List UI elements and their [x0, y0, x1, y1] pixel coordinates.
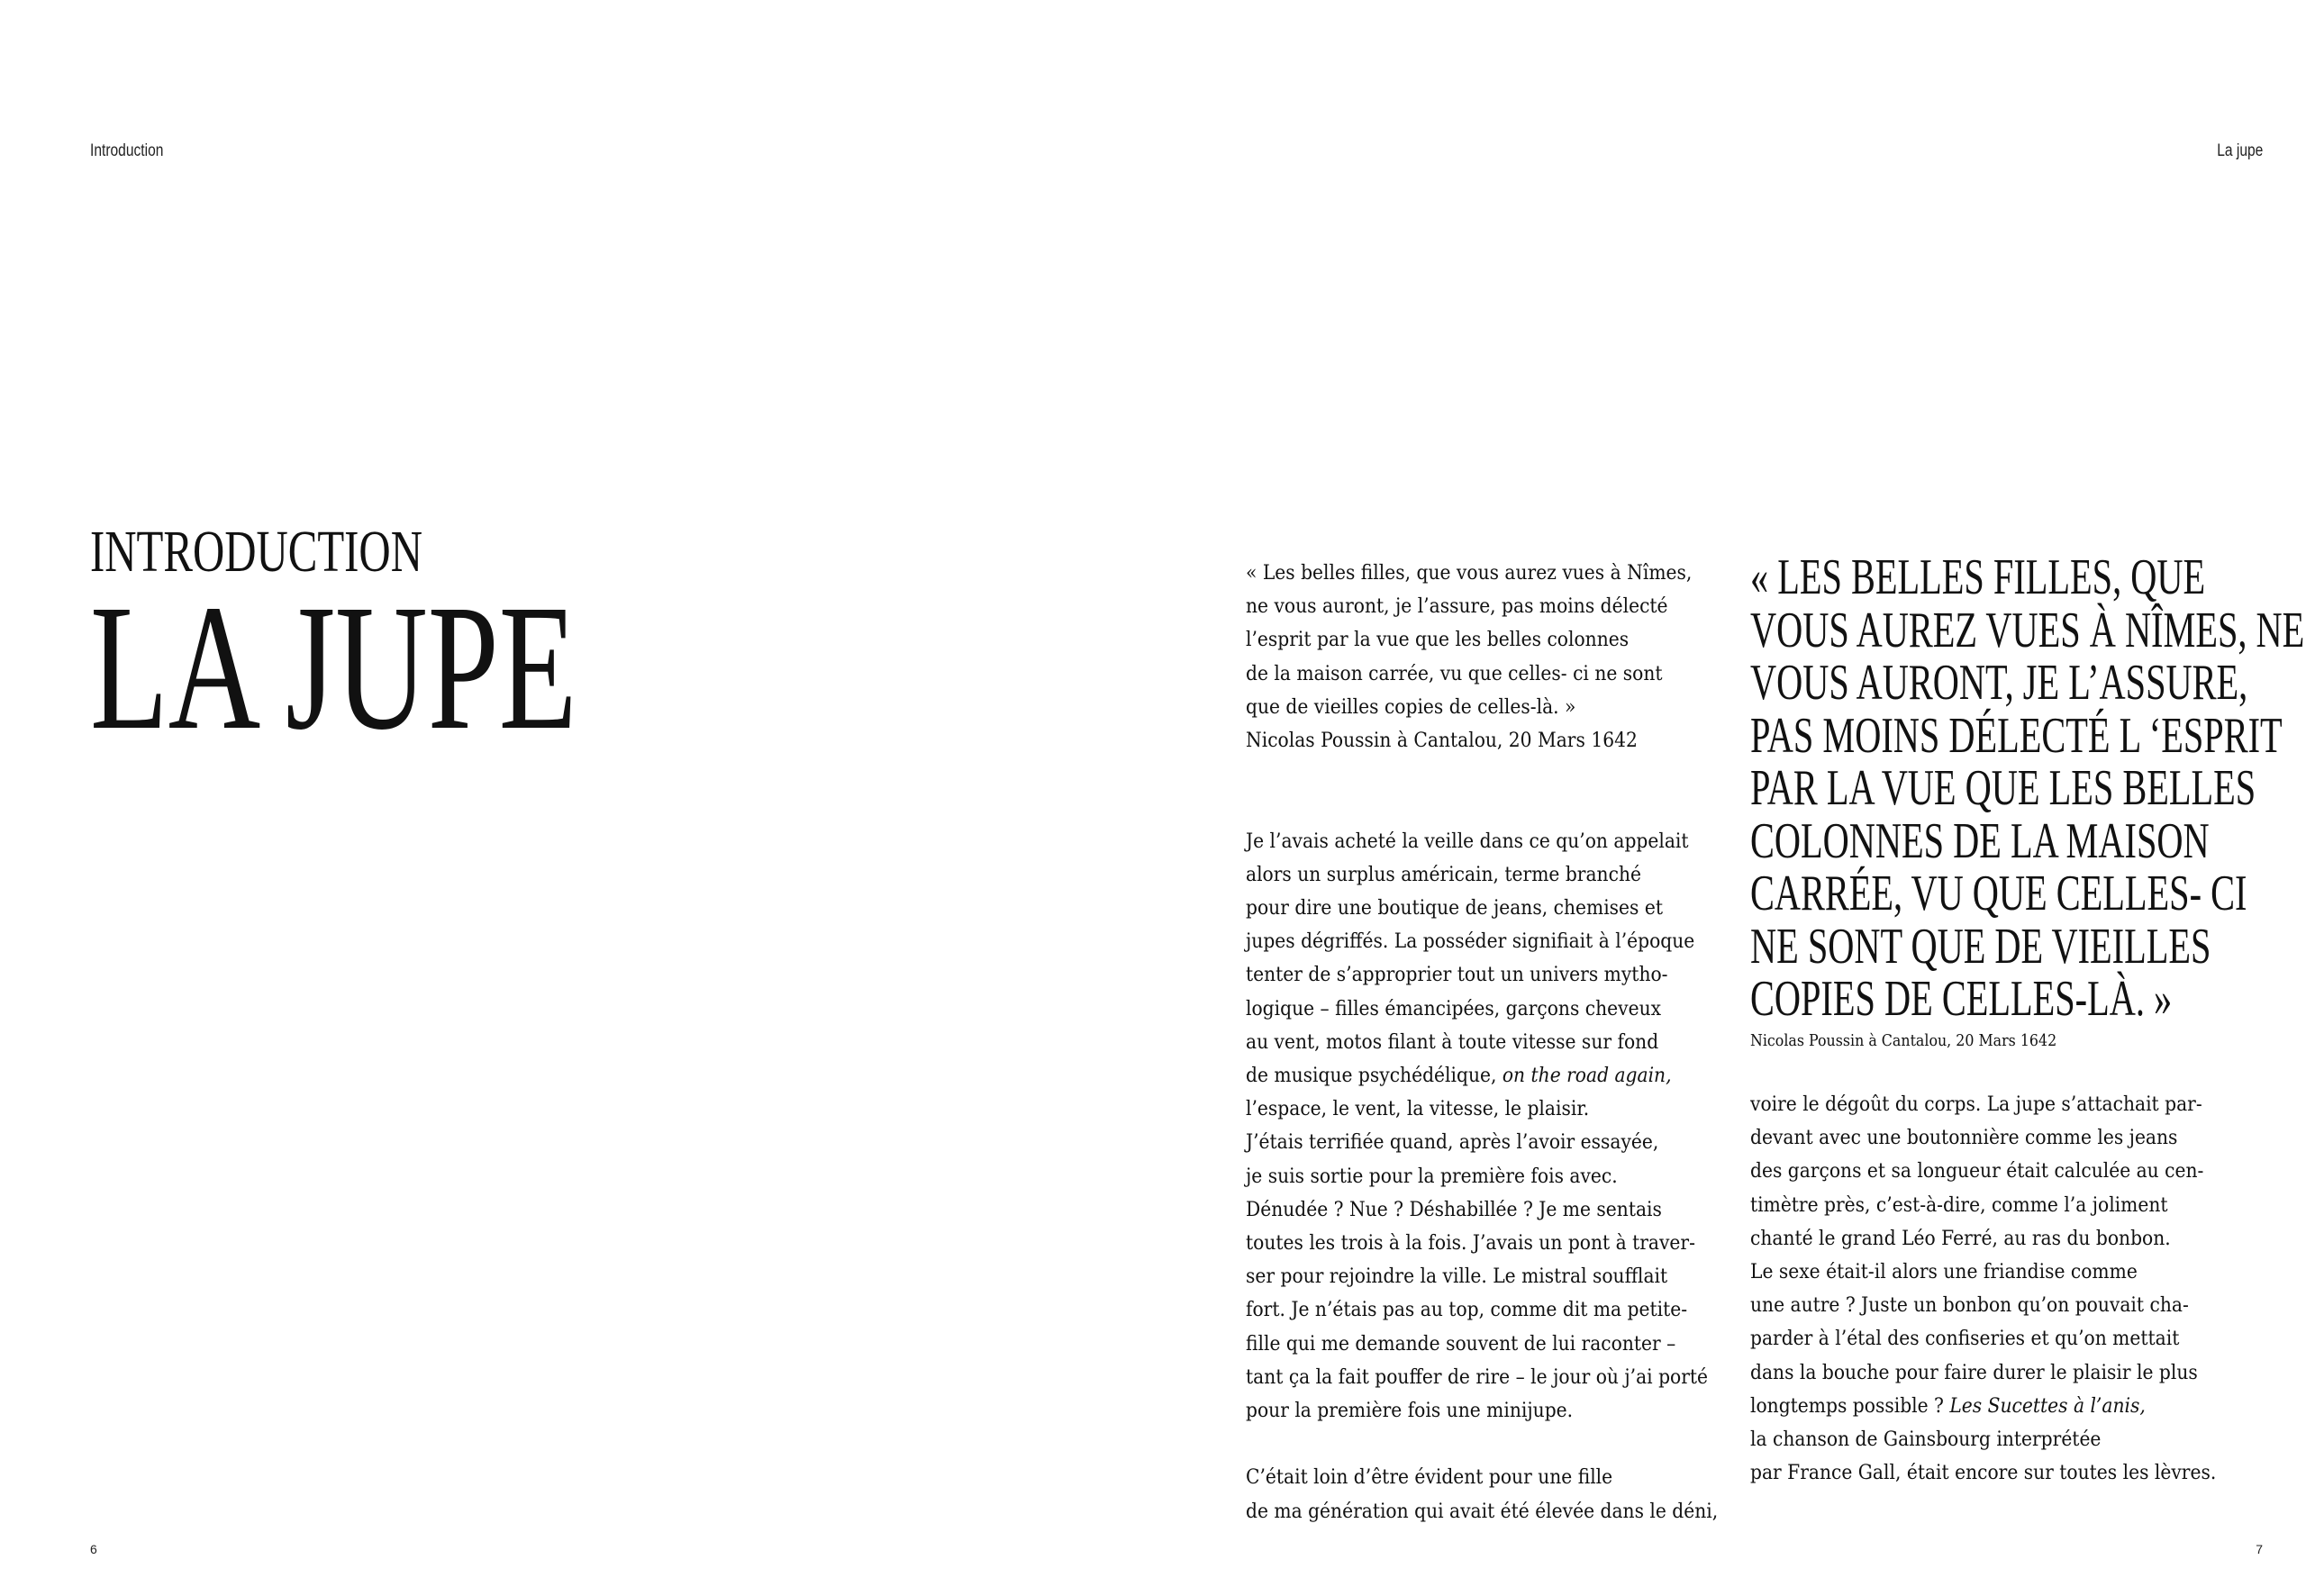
body-line: jupes dégriffés. La posséder signifiait à l’époque — [1246, 929, 1695, 954]
text-column-left — [1246, 557, 1750, 1528]
body-line: la chanson de Gainsbourg interprétée — [1750, 1428, 2102, 1452]
body-paragraph — [1246, 825, 1750, 1428]
pull-quote-line: « LES BELLES FILLES, QUE — [1750, 549, 2206, 605]
body-line: pour dire une boutique de jeans, chemises et — [1246, 896, 1663, 920]
body-text: longtemps possible ? — [1750, 1393, 1950, 1418]
chapter-main-title: LA JUPE — [90, 568, 577, 767]
body-line: parder à l’étal des confiseries et qu’on mettait — [1750, 1327, 2180, 1351]
page-number-right: 7 — [2256, 1542, 2263, 1556]
epigraph — [1246, 557, 1750, 757]
body-line: tant ça la fait pouffer de rire – le jour où j’ai porté — [1246, 1365, 1709, 1389]
italic-text: on the road again, — [1502, 1064, 1672, 1088]
body-line: timètre près, c’est-à-dire, comme l’a joliment — [1750, 1192, 2168, 1217]
body-line: dans la bouche pour faire durer le plaisir le plus — [1750, 1360, 2198, 1384]
epigraph-line: l’esprit par la vue que les belles colonnes — [1246, 628, 1630, 652]
pull-quote-line: PAS MOINS DÉLECTÉ L ‘ESPRIT — [1750, 707, 2283, 764]
running-head-right: La jupe — [2216, 141, 2263, 160]
body-line: une autre ? Juste un bonbon qu’on pouvait cha- — [1750, 1293, 2189, 1318]
pull-quote-line: VOUS AURONT, JE L’ASSURE, — [1750, 655, 2248, 711]
body-line — [1750, 1390, 2204, 1423]
pull-quote — [1750, 551, 2306, 1026]
body-paragraph — [1246, 1461, 1750, 1528]
pull-quote-line: PAR LA VUE QUE LES BELLES — [1750, 760, 2256, 816]
body-line: J’étais terrifiée quand, après l’avoir essayée, — [1246, 1130, 1659, 1155]
pull-quote-attribution: Nicolas Poussin à Cantalou, 20 Mars 1642 — [1750, 1031, 2057, 1050]
pull-quote-line: NE SONT QUE DE VIEILLES — [1750, 918, 2211, 975]
body-line: Le sexe était-il alors une friandise comme — [1750, 1260, 2138, 1284]
page-number-left: 6 — [90, 1542, 97, 1556]
running-head-left: Introduction — [90, 141, 164, 160]
epigraph-attribution: Nicolas Poussin à Cantalou, 20 Mars 1642 — [1246, 729, 1638, 753]
text-column-right — [1750, 1088, 2255, 1490]
body-line: je suis sortie pour la première fois avec. — [1246, 1164, 1618, 1188]
pull-quote-line: CARRÉE, VU QUE CELLES- CI — [1750, 866, 2247, 921]
body-line: fort. Je n’étais pas au top, comme dit ma petite- — [1246, 1298, 1688, 1322]
epigraph-line: « Les belles filles, que vous aurez vues à Nîmes, — [1246, 561, 1693, 585]
chapter-kicker: INTRODUCTION — [90, 519, 422, 585]
body-line: des garçons et sa longueur était calculée au cen- — [1750, 1159, 2204, 1183]
epigraph-line: de la maison carrée, vu que celles- ci ne sont — [1246, 661, 1663, 685]
body-text: de musique psychédélique, — [1246, 1064, 1503, 1088]
italic-text: Les Sucettes à l’anis, — [1949, 1393, 2146, 1418]
body-line — [1246, 1059, 1700, 1093]
body-line: Je l’avais acheté la veille dans ce qu’on appelait — [1246, 829, 1689, 853]
body-line: C’était loin d’être évident pour une fille — [1246, 1465, 1613, 1490]
pull-quote-line: COPIES DE CELLES-LÀ. » — [1750, 971, 2173, 1027]
body-line: logique – filles émancipées, garçons cheveux — [1246, 996, 1662, 1020]
body-line: devant avec une boutonnière comme les jeans — [1750, 1126, 2178, 1150]
chapter-title — [90, 519, 776, 767]
body-line: fille qui me demande souvent de lui raconter – — [1246, 1331, 1676, 1356]
body-line: l’espace, le vent, la vitesse, le plaisir. — [1246, 1097, 1590, 1121]
body-line: chanté le grand Léo Ferré, au ras du bonbon. — [1750, 1226, 2171, 1250]
pull-quote-line: COLONNES DE LA MAISON — [1750, 812, 2210, 869]
body-line: toutes les trois à la fois. J’avais un pont à traver- — [1246, 1231, 1695, 1256]
body-line: par France Gall, était encore sur toutes les lèvres. — [1750, 1461, 2217, 1485]
body-line: de ma génération qui avait été élevée dans le déni, — [1246, 1499, 1719, 1523]
epigraph-line: ne vous auront, je l’assure, pas moins délecté — [1246, 594, 1668, 619]
body-line: au vent, motos filant à toute vitesse sur fond — [1246, 1029, 1659, 1054]
body-line: Dénudée ? Nue ? Déshabillée ? Je me sentais — [1246, 1197, 1662, 1221]
body-line: alors un surplus américain, terme branché — [1246, 862, 1641, 886]
body-line: ser pour rejoindre la ville. Le mistral soufflait — [1246, 1265, 1668, 1289]
body-line: tenter de s’approprier tout un univers mytho- — [1246, 963, 1668, 987]
body-line: pour la première fois une minijupe. — [1246, 1399, 1574, 1423]
epigraph-line: que de vieilles copies de celles-là. » — [1246, 694, 1576, 719]
body-line: voire le dégoût du corps. La jupe s’attachait par- — [1750, 1093, 2202, 1116]
pull-quote-line: VOUS AUREZ VUES À NÎMES, NE — [1750, 602, 2305, 658]
